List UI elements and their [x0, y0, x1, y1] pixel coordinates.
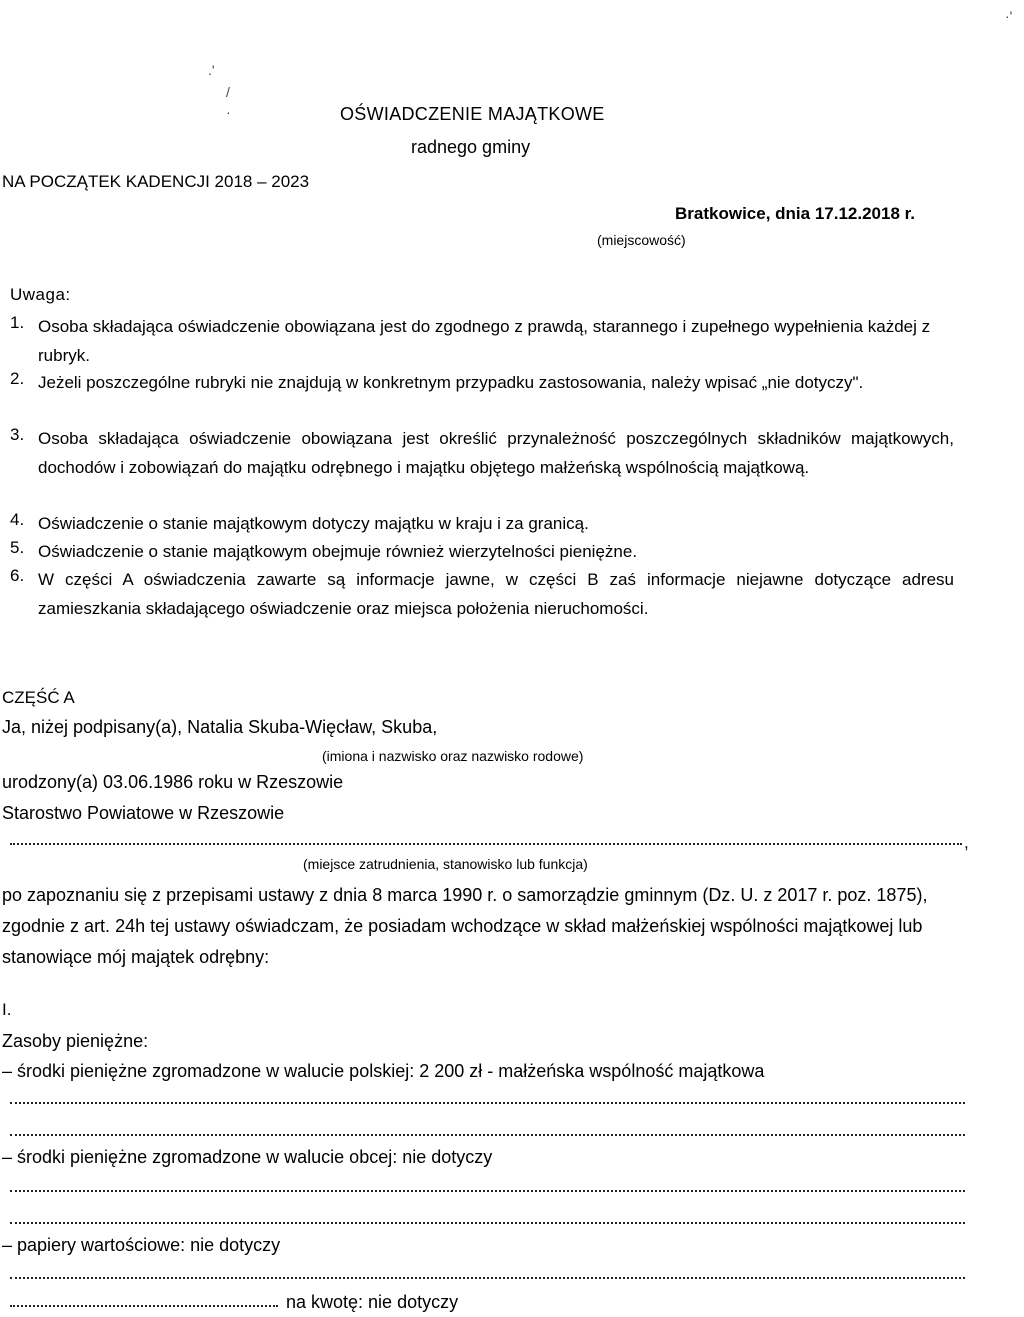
- cash-pln-line: – środki pieniężne zgromadzone w walucie polskiej: 2 200 zł - małżeńska wspólność majątkowa: [2, 1061, 765, 1081]
- section-heading: Zasoby pieniężne:: [2, 1031, 149, 1051]
- place-caption: (miejscowość): [597, 232, 686, 248]
- part-a-heading: CZĘŚĆ A: [2, 688, 75, 707]
- name-caption: (imiona i nazwisko oraz nazwisko rodowe): [322, 748, 584, 764]
- dotted-line: [10, 1277, 965, 1279]
- amount-line: na kwotę: nie dotyczy: [286, 1292, 459, 1312]
- cash-foreign-line: – środki pieniężne zgromadzone w walucie obcej: nie dotyczy: [2, 1147, 493, 1167]
- document-title: OŚWIADCZENIE MAJĄTKOWE: [340, 104, 605, 124]
- place-date: Bratkowice, dnia 17.12.2018 r.: [675, 204, 916, 223]
- note-number: 3.: [10, 425, 25, 444]
- term-label: NA POCZĄTEK KADENCJI 2018 – 2023: [2, 172, 310, 191]
- dotted-line: [10, 1222, 965, 1224]
- note-item: Jeżeli poszczególne rubryki nie znajdują w konkretnym przypadku zastosowania, należy wpisać „nie dotyczy".: [38, 373, 864, 392]
- note-item: Osoba składająca oświadczenie obowiązana jest do zgodnego z prawdą, starannego i zupełnego wypełnienia każdej z rubryk.: [38, 317, 931, 365]
- scan-mark: ·': [1005, 8, 1013, 24]
- dotted-line: [10, 1305, 278, 1307]
- scan-mark: /: [226, 84, 230, 100]
- dotted-line: [10, 843, 962, 845]
- declarant-line: Ja, niżej podpisany(a), Natalia Skuba-Więcław, Skuba,: [2, 717, 438, 737]
- employer-comma: ,: [964, 833, 969, 852]
- note-number: 1.: [10, 313, 25, 332]
- note-item: Oświadczenie o stanie majątkowym obejmuje również wierzytelności pieniężne.: [38, 542, 638, 561]
- scan-mark: .': [208, 62, 215, 78]
- note-number: 6.: [10, 566, 25, 585]
- employer-caption: (miejsce zatrudnienia, stanowisko lub funkcja): [303, 856, 588, 872]
- employer-line: Starostwo Powiatowe w Rzeszowie: [2, 803, 285, 823]
- note-item: W części A oświadczenia zawarte są informacje jawne, w części B zaś informacje niejawne dotyczące adresu zamieszkania składającego oświadczenie oraz miejsca położenia nieruchomości.: [38, 570, 954, 618]
- notes-heading: Uwaga:: [10, 285, 71, 304]
- document-subtitle: radnego gminy: [411, 137, 531, 157]
- dotted-line: [10, 1134, 965, 1136]
- securities-line: – papiery wartościowe: nie dotyczy: [2, 1235, 281, 1255]
- dotted-line: [10, 1102, 965, 1104]
- birth-line: urodzony(a) 03.06.1986 roku w Rzeszowie: [2, 772, 344, 792]
- note-number: 4.: [10, 510, 25, 529]
- statement-paragraph: po zapoznaniu się z przepisami ustawy z dnia 8 marca 1990 r. o samorządzie gminnym (Dz. U. z 2017 r. poz. 1875), zgodnie z art. 24h tej ustawy oświadczam, że posiadam wchodzące w skład małżeńskiej wspólności majątkowej lub stanowiące mój majątek odrębny:: [2, 885, 928, 967]
- note-number: 5.: [10, 538, 25, 557]
- note-item: Oświadczenie o stanie majątkowym dotyczy majątku w kraju i za granicą.: [38, 514, 589, 533]
- dotted-line: [10, 1190, 965, 1192]
- scan-mark: ·: [226, 104, 231, 120]
- section-number: I.: [2, 1000, 12, 1019]
- note-item: Osoba składająca oświadczenie obowiązana jest określić przynależność poszczególnych składników majątkowych, dochodów i zobowiązań do majątku odrębnego i majątku objętego małżeńską wspólnością majątkową.: [38, 429, 954, 477]
- note-number: 2.: [10, 369, 25, 388]
